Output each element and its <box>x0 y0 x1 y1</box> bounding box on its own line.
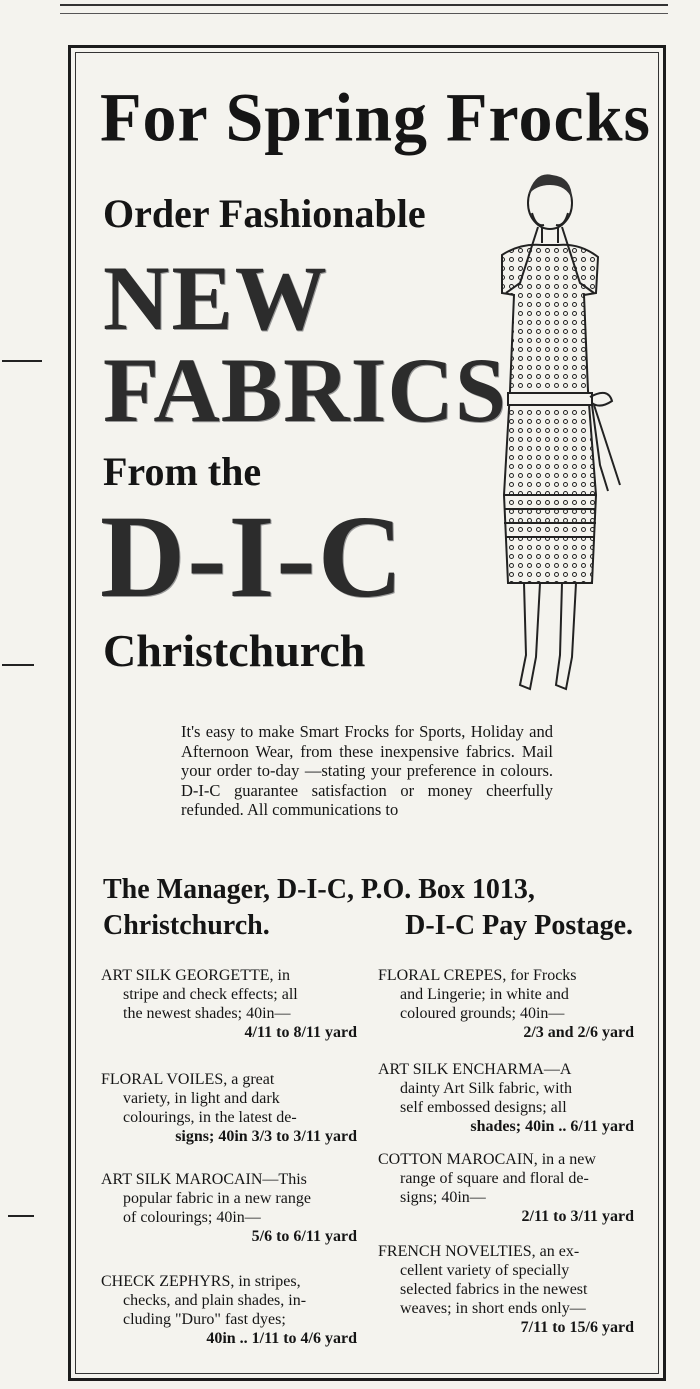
margin-mark <box>2 664 34 666</box>
margin-mark <box>8 1215 34 1217</box>
fabric-desc: and Lingerie; in white and <box>400 986 569 1003</box>
fabric-item <box>378 1060 634 1136</box>
fabric-name: CHECK ZEPHYRS, in stripes, <box>101 1273 301 1290</box>
fabric-item <box>101 1170 357 1246</box>
headline-new: NEW <box>103 247 329 349</box>
fabric-item <box>101 1272 357 1348</box>
fabric-name: ART SILK GEORGETTE, in <box>101 967 290 984</box>
headline-dic: D-I-C <box>100 491 405 622</box>
fabric-desc: colourings, in the latest de- <box>123 1109 297 1126</box>
headline-fabrics: FABRICS <box>103 339 508 441</box>
intro-paragraph: It's easy to make Smart Frocks for Sports, Holiday and Afternoon Wear, from these inexpensive fabrics. Mail your order to-day —stating your preference in colours. D-I-C guarantee satisfaction or money cheerfully refunded. All communications to <box>181 722 553 820</box>
headline-from-the: From the <box>103 449 262 494</box>
fabric-name: FLORAL CREPES, for Frocks <box>378 967 577 984</box>
postage-note: D-I-C Pay Postage. <box>405 910 633 941</box>
fabric-name: ART SILK MAROCAIN—This <box>101 1171 307 1188</box>
fabric-desc: popular fabric in a new range <box>123 1190 311 1207</box>
fabric-price: 7/11 to 15/6 yard <box>520 1319 634 1336</box>
fabric-item <box>378 1150 634 1226</box>
address-line: The Manager, D-I-C, P.O. Box 1013, <box>103 874 535 905</box>
fabric-name: FRENCH NOVELTIES, an ex- <box>378 1243 580 1260</box>
fabric-desc: self embossed designs; all <box>400 1099 567 1116</box>
fabric-desc: signs; 40in— <box>400 1189 486 1206</box>
fabric-name: FLORAL VOILES, a great <box>101 1071 275 1088</box>
fabric-desc: checks, and plain shades, in- <box>123 1292 307 1309</box>
fabric-desc: the newest shades; 40in— <box>123 1005 291 1022</box>
fabric-item <box>101 966 357 1042</box>
address-block <box>103 872 633 944</box>
fabric-item <box>378 1242 634 1337</box>
fabric-price: 2/11 to 3/11 yard <box>521 1208 634 1225</box>
headline-order-fashionable: Order Fashionable <box>103 191 426 236</box>
fabric-price: 4/11 to 8/11 yard <box>244 1024 357 1041</box>
fabric-desc: stripe and check effects; all <box>123 986 298 1003</box>
fabric-price: 40in .. 1/11 to 4/6 yard <box>206 1330 357 1347</box>
fabric-item <box>101 1070 357 1146</box>
fabric-desc: coloured grounds; 40in— <box>400 1005 565 1022</box>
fabric-name: ART SILK ENCHARMA—A <box>378 1061 572 1078</box>
margin-mark <box>2 360 42 362</box>
fabric-desc: range of square and floral de- <box>400 1170 589 1187</box>
address-city: Christchurch. <box>103 910 270 941</box>
fabric-desc: weaves; in short ends only— <box>400 1300 586 1317</box>
fabric-price: shades; 40in .. 6/11 yard <box>470 1118 634 1135</box>
fabric-desc: of colourings; 40in— <box>123 1209 261 1226</box>
fabric-desc: dainty Art Silk fabric, with <box>400 1080 572 1097</box>
fabric-item <box>378 966 634 1042</box>
fabric-price: 2/3 and 2/6 yard <box>523 1024 634 1041</box>
fabric-price: signs; 40in 3/3 to 3/11 yard <box>175 1128 357 1145</box>
fabric-desc: cluding "Duro" fast dyes; <box>123 1311 286 1328</box>
page-top-rule <box>60 4 668 14</box>
headline-christchurch: Christchurch <box>103 625 366 676</box>
woman-in-frock-illustration <box>480 165 640 705</box>
fabric-name: COTTON MAROCAIN, in a new <box>378 1151 596 1168</box>
headline-for-spring-frocks: For Spring Frocks <box>100 78 651 156</box>
fabric-price: 5/6 to 6/11 yard <box>251 1228 357 1245</box>
address-line-two <box>103 908 633 944</box>
fabric-desc: selected fabrics in the newest <box>400 1281 588 1298</box>
fabric-desc: cellent variety of specially <box>400 1262 570 1279</box>
fabric-desc: variety, in light and dark <box>123 1090 280 1107</box>
